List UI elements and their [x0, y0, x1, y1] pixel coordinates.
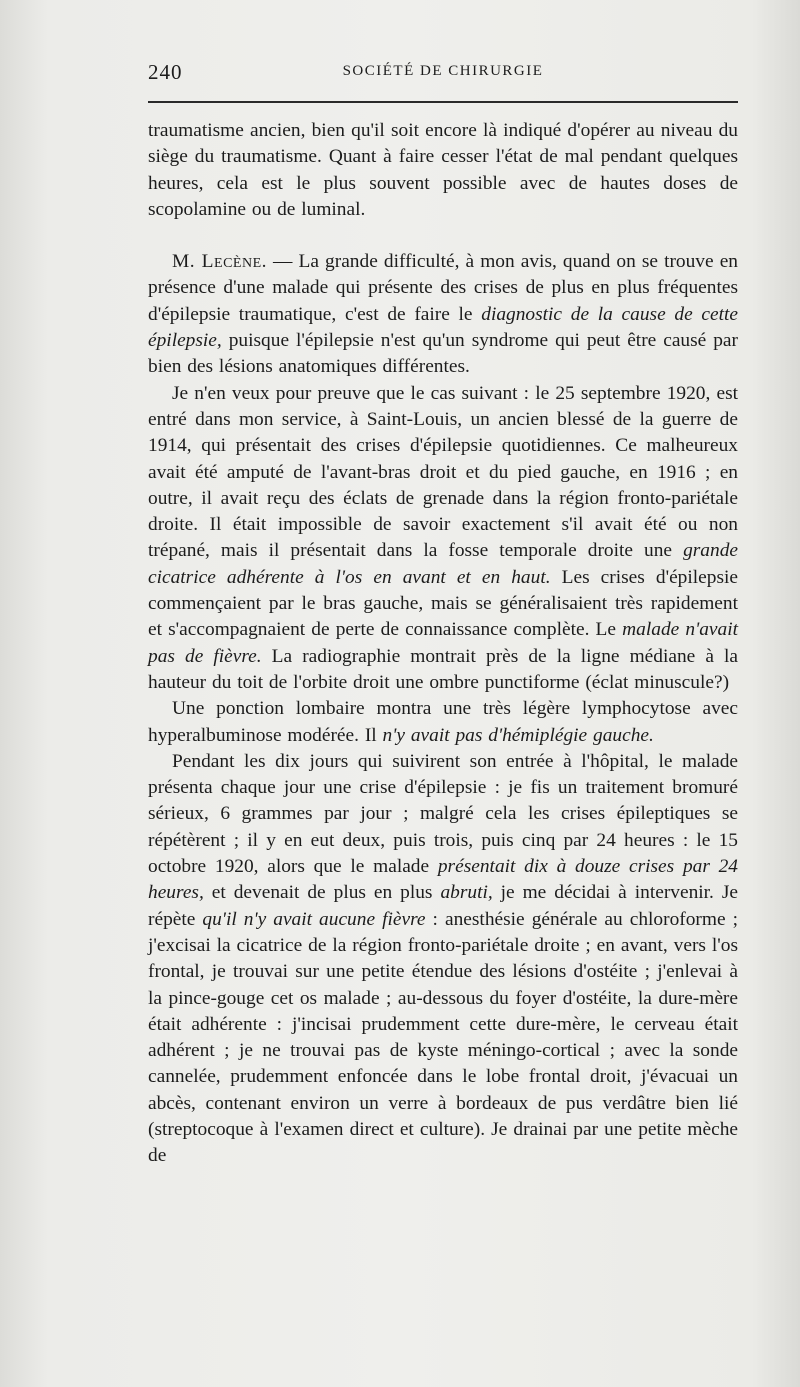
- article-body: [148, 118, 738, 1170]
- paragraph-text: : anesthésie générale au chloroforme ; j'excisai la cicatrice de la région fronto-pariétale droite ; en avant, vers l'os frontal, je trouvai sur une petite étendue des lésions d'ostéite ; j'enlevai à la pince-gouge cet os malade ; au-dessous du foyer d'ostéite, la dure-mère était adhérente : j'incisai prudemment cette dure-mère, le cerveau était adhérent ; je ne trouvai pas de kyste méningo-cortical ; avec la sonde cannelée, prudemment enfoncée dans le lobe frontal droit, j'évacuai un abcès, contenant environ un verre à bordeaux de pus verdâtre bien lié (streptocoque à l'examen direct et culture). Je drainai par une petite mèche de: [148, 908, 739, 1167]
- paragraph-text: et devenait de plus en plus: [203, 882, 441, 904]
- italic-phrase: n'y avait pas d'hémiplégie gauche.: [382, 724, 654, 746]
- italic-phrase: présentait dix à douze crises par 24 heures,: [148, 856, 739, 904]
- paragraph-text: — La grande difficulté, à mon avis, quand on se trouve en présence d'une malade qui présente des crises de plus en plus fréquentes d'épilepsie traumatique, c'est de faire le: [148, 251, 738, 325]
- page-header: [148, 60, 738, 90]
- paragraph-case: [148, 381, 738, 697]
- paragraph-lecene: [148, 249, 738, 380]
- paragraph-text: La radiographie montrait près de la ligne médiane à la hauteur du toit de l'orbite droit une ombre punctiforme (éclat minuscule?): [148, 645, 738, 693]
- paragraph-text: Pendant les dix jours qui suivirent son entrée à l'hôpital, le malade présenta chaque jour une crise d'épilepsie : je fis un traitement bromuré sérieux, 6 grammes par jour ; malgré cela les crises épileptiques se répétèrent ; il y en eut deux, puis trois, puis cinq par 24 heures : le 15 octobre 1920, alors que le malade: [148, 750, 738, 878]
- paragraph-text: je me décidai à intervenir. Je répète: [148, 882, 739, 930]
- italic-phrase: abruti,: [440, 882, 493, 904]
- paragraph-ponction: [148, 696, 738, 749]
- header-rule: [148, 101, 738, 103]
- running-title: SOCIÉTÉ DE CHIRURGIE: [342, 63, 544, 79]
- italic-phrase: diagnostic de la cause de cette épilepsie,: [148, 303, 738, 352]
- page-number: 240: [148, 60, 183, 84]
- paragraph-text: puisque l'épilepsie n'est qu'un syndrome qui peut être causé par bien des lésions anatomiques différentes.: [148, 330, 738, 378]
- paragraph-treatment: [148, 749, 738, 1170]
- paragraph-text: Les crises d'épilepsie commençaient par le bras gauche, mais se généralisaient très rapidement et s'accompagnaient de perte de connaissance complète. Le: [148, 566, 738, 641]
- italic-phrase: qu'il n'y avait aucune fièvre: [202, 908, 426, 930]
- italic-phrase: malade n'avait pas de fièvre.: [148, 619, 738, 667]
- speaker-name: M. Lecène.: [172, 251, 267, 273]
- paragraph-text: Une ponction lombaire montra une très légère lymphocytose avec hyperalbuminose modérée. Il: [148, 698, 738, 746]
- paragraph-continuation: [148, 118, 738, 223]
- paragraph-text: Je n'en veux pour preuve que le cas suivant : le 25 septembre 1920, est entré dans mon service, à Saint-Louis, un ancien blessé de la guerre de 1914, qui présentait des crises d'épilepsie quotidiennes. Ce malheureux avait été amputé de l'avant-bras droit et du pied gauche, en 1916 ; en outre, il avait reçu des éclats de grenade dans la région fronto-pariétale droite. Il était impossible de savoir exactement s'il avait été ou non trépané, mais il présentait dans la fosse temporale droite une: [148, 382, 738, 562]
- italic-phrase: grande cicatrice adhérente à l'os en avant et en haut.: [148, 540, 738, 588]
- paragraph-text: traumatisme ancien, bien qu'il soit encore là indiqué d'opérer au niveau du siège du traumatisme. Quant à faire cesser l'état de mal pendant quelques heures, cela est le plus souvent possible avec de hautes doses de scopolamine ou de luminal.: [148, 120, 738, 220]
